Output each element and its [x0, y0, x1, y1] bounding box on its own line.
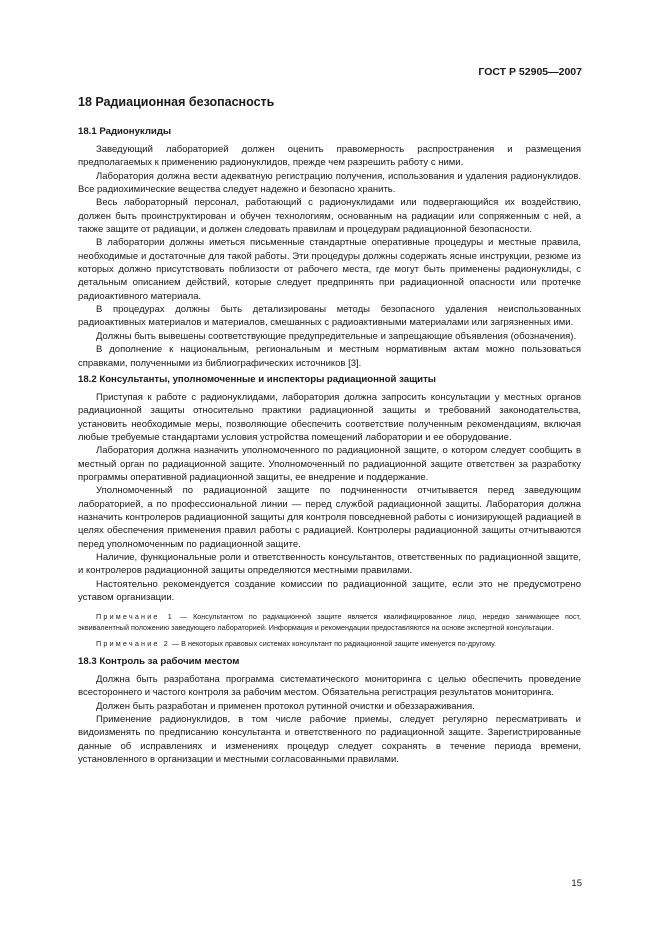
paragraph: Наличие, функциональные роли и ответственность консультантов, ответственных по радиационной защите, и контролеров радиационной защиты определяются местными правилами.: [78, 551, 581, 577]
note: [78, 612, 581, 633]
paragraph: Настоятельно рекомендуется создание комиссии по радиационной защите, если это не предусмотрено уставом организации.: [78, 578, 581, 603]
section-title: 18 Радиационная безопасность: [78, 95, 275, 109]
note-text: — Консультантом по радиационной защите является квалифицированное лицо, нередко занимающее пост, эквивалентный положению заведующего лабораторией. Информация и рекомендации предоставляются на основе экспертной консультации.: [78, 612, 581, 632]
paragraph: Заведующий лабораторией должен оценить правомерность распространения и размещения предполагаемых к применению радионуклидов, прежде чем разрешить работу с ними.: [78, 144, 581, 169]
note-text: — В некоторых правовых системах консультант по радиационной защите именуется по-другому.: [170, 639, 496, 649]
paragraph: В дополнение к национальным, региональным и местным нормативным актам можно пользоваться справками, полученными из библиографических источников [3].: [78, 344, 581, 369]
note-label: Примечание 1: [96, 612, 174, 622]
note: [78, 639, 581, 650]
subsection-title: 18.3 Контроль за рабочим местом: [78, 655, 240, 667]
subsection-title: 18.1 Радионуклиды: [78, 126, 172, 137]
standard-number: ГОСТ Р 52905—2007: [478, 66, 582, 78]
paragraph: Должны быть вывешены соответствующие предупредительные и запрещающие объявления (обозначения).: [96, 330, 577, 342]
paragraph: Весь лабораторный персонал, работающий с радионуклидами или подвергающийся их воздействию, должен быть проинструктирован и обучен технологиям, основанным на радиации или сопряженным с ней, а также защите от радиации, и должен следовать правилам и процедурам радиационной безопасности.: [78, 197, 581, 236]
paragraph: Применение радионуклидов, в том числе рабочие приемы, следует регулярно пересматривать и видоизменять по предписанию консультанта и ответственного по радиационной защите. Зарегистрированные данные об исправлениях и изменениях процедур следует сохранять в течение периода времени, установленного в организации и местными согласованными правилами.: [78, 713, 581, 765]
paragraph: Приступая к работе с радионуклидами, лаборатория должна запросить консультации у местных органов радиационной защиты относительно практики радиационной защиты и требований законодательства, установить необходимые меры, позволяющие обеспечить соответствие полученным рекомендациям, включая любые требуемые стандартами условия устройства помещений лаборатории и ее оборудование.: [78, 391, 581, 443]
page-number: 15: [571, 878, 582, 889]
document-body: [78, 126, 581, 766]
paragraph: Уполномоченный по радиационной защите по подчиненности отчитывается перед заведующим лабораторией, а по профессиональной линии — перед службой радиационной защиты. Лаборатория должна назначить контролеров радиационной защиты для контроля повседневной работы с ионизирующей радиацией в целях обеспечения применения правил работы с радиацией. Контролеры радиационной защиты отчитываются перед уполномоченным по радиационной защите.: [78, 485, 581, 550]
subsection-18-1: [78, 126, 581, 370]
subsection-title: 18.2 Консультанты, уполномоченные и инспекторы радиационной защиты: [78, 373, 436, 385]
paragraph: Должен быть разработан и применен протокол рутинной очистки и обеззараживания.: [96, 700, 475, 712]
subsection-18-3: [78, 656, 581, 766]
note-label: Примечание 2: [96, 639, 170, 649]
paragraph: В лаборатории должны иметься письменные стандартные оперативные процедуры и местные правила, необходимые и достаточные для такой работы. Эти процедуры должны содержать ясные инструкции, резюме из которых должно присутствовать поблизости от рабочего места, где могут быть применены радионуклиды, с детальным описанием действий, которые следует предпринять при радиационной опасности или протечке радиоактивного материала.: [78, 237, 581, 302]
paragraph: Лаборатория должна назначить уполномоченного по радиационной защите, о котором следует сообщить в местный орган по радиационной защите. Уполномоченный по радиационной защите ответствен за разработку программы оперативной радиационной защиты, ее внедрение и поддержание.: [78, 445, 581, 483]
paragraph: Должна быть разработана программа систематического мониторинга с целью обеспечить проведение всестороннего и частого контроля за рабочим местом. Обязательна регистрация результатов мониторинга.: [78, 673, 581, 699]
paragraph: В процедурах должны быть детализированы методы безопасного удаления неиспользованных радиоактивных материалов и материалов, смешанных с радиоактивными материалами или загрязненных ими.: [78, 304, 581, 329]
subsection-18-2: [78, 374, 581, 650]
paragraph: Лаборатория должна вести адекватную регистрацию получения, использования и удаления радионуклидов. Все радиохимические вещества следует надежно и безопасно хранить.: [78, 170, 581, 196]
